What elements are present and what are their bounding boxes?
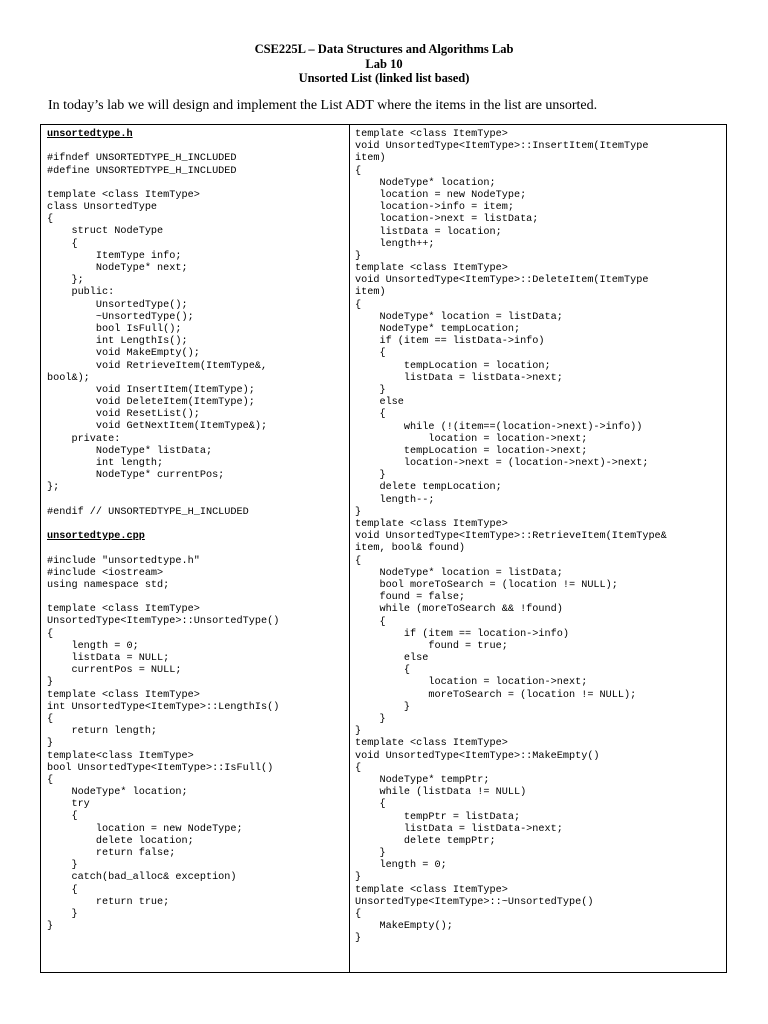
cpp-file-title: unsortedtype.cpp	[47, 531, 145, 543]
spacer	[47, 519, 349, 531]
code-table	[40, 124, 727, 973]
intro-paragraph: In today’s lab we will design and implement the List ADT where the items in the list are unsorted.	[48, 98, 598, 113]
cpp-file-code-continued: template <class ItemType> void UnsortedType<ItemType>::InsertItem(ItemType item) { NodeType* location; location = new NodeType; location->info = item; location->next = listData; listData = location; length++; } template <class ItemType> void UnsortedType<ItemType>::DeleteItem(ItemType item) { NodeType* location = listData; NodeType* tempLocation; if (item == listData->info) { tempLocation = location; listData = listData->next; } else { while (!(item==(location->next)->info)) location = location->next; tempLocation = location->next; location->next = (location->next)->next; } delete tempLocation; length--; } template <class ItemType> void UnsortedType<ItemType>::RetrieveItem(ItemType& item, bool& found) { NodeType* location = listData; bool moreToSearch = (location != NULL); found = false; while (moreToSearch && !found) { if (item == location->info) found = true; else { location = location->next; moreToSearch = (location != NULL); } } } template <class ItemType> void UnsortedType<ItemType>::MakeEmpty() { NodeType* tempPtr; while (listData != NULL) { tempPtr = listData; listData = listData->next; delete tempPtr; } length = 0; } template <class ItemType> UnsortedType<ItemType>::~UnsortedType() { MakeEmpty(); }	[355, 129, 667, 945]
document-header	[0, 42, 768, 86]
left-code-column	[41, 125, 350, 972]
right-code-column	[350, 125, 726, 972]
header-file-code: #ifndef UNSORTEDTYPE_H_INCLUDED #define UNSORTEDTYPE_H_INCLUDED template <class ItemType> class UnsortedType { struct NodeType { ItemType info; NodeType* next; }; public: UnsortedType(); ~UnsortedType(); bool IsFull(); int LengthIs(); void MakeEmpty(); void RetrieveItem(ItemType&, bool&); void InsertItem(ItemType); void DeleteItem(ItemType); void ResetList(); void GetNextItem(ItemType&); private: NodeType* listData; int length; NodeType* currentPos; }; #endif // UNSORTEDTYPE_H_INCLUDED	[47, 153, 268, 518]
cpp-file-code: #include "unsortedtype.h" #include <iostream> using namespace std; template <class ItemType> UnsortedType<ItemType>::UnsortedType() { length = 0; listData = NULL; currentPos = NULL; } template <class ItemType> int UnsortedType<ItemType>::LengthIs() { return length; } template<class ItemType> bool UnsortedType<ItemType>::IsFull() { NodeType* location; try { location = new NodeType; delete location; return false; } catch(bad_alloc& exception) { return true; } }	[47, 555, 280, 933]
spacer	[47, 543, 349, 555]
lab-number: Lab 10	[365, 56, 403, 71]
spacer	[47, 141, 349, 153]
header-file-title: unsortedtype.h	[47, 129, 133, 140]
lab-topic: Unsorted List (linked list based)	[298, 71, 470, 85]
course-title: CSE225L – Data Structures and Algorithms Lab	[254, 42, 514, 56]
